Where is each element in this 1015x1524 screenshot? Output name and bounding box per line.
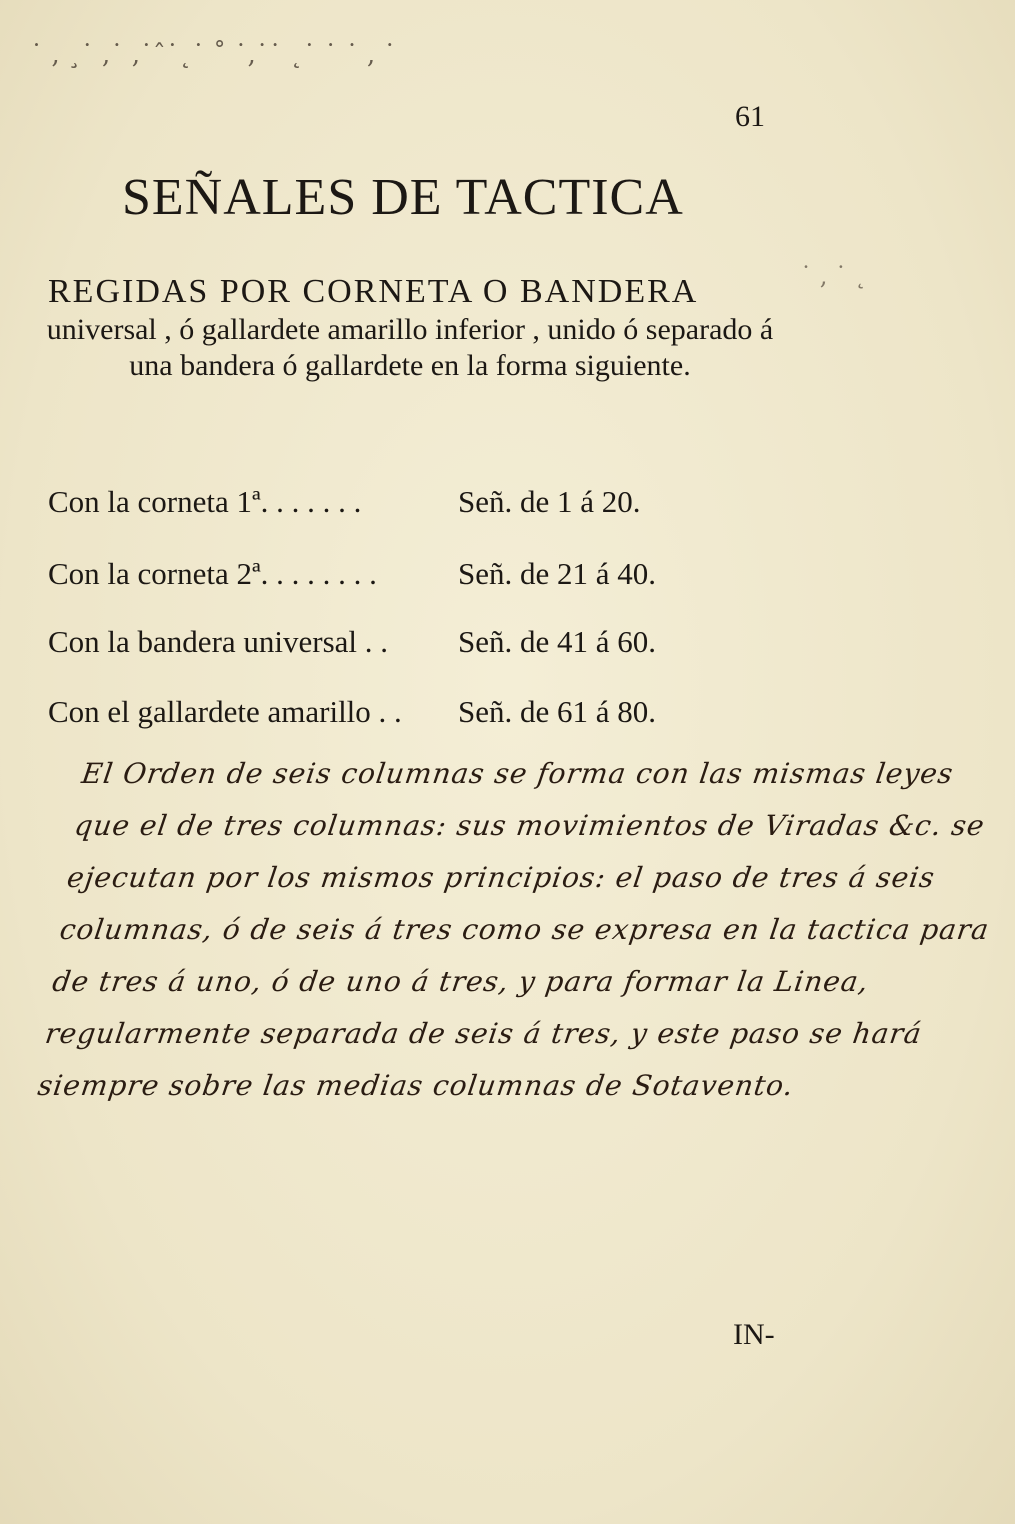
signal-range: Señ. de 1 á 20. xyxy=(458,484,641,519)
subtitle-body: universal , ó gallardete amarillo inferior , unido ó separado á una bandera ó gallardete en la forma siguiente. xyxy=(46,313,774,382)
signal-instrument: Con el gallardete amarillo . . xyxy=(48,694,402,729)
signal-instrument: Con la corneta 2ª. . . . . . . . xyxy=(48,556,377,591)
signal-range: Señ. de 61 á 80. xyxy=(458,694,657,729)
page-number: 61 xyxy=(735,100,765,133)
signal-row xyxy=(48,484,641,520)
handwritten-annotation: El Orden de seis columnas se forma con las mismas leyes que el de tres columnas: sus movimientos de Viradas &c. se ejecutan por los mismos principios: el paso de tres á seis columnas, ó de seis á tres como se expresa en la tactica para de tres á uno, ó de uno á tres, y para formar la Linea, regularmente separada de seis á tres, y este paso se hará siempre sobre las medias columnas de Sotavento. xyxy=(35,757,992,1102)
signal-range: Señ. de 41 á 60. xyxy=(458,624,657,659)
page-title: SEÑALES DE TACTICA xyxy=(122,169,684,226)
ink-smudge-top: ˙ ‚ ¸˙ ,˙ ‚˙ˆ˙˛˙ ˚ ˙‚˙˙ ˛˙ ˙ ˙ ‚ ˙ xyxy=(30,40,397,70)
catchword: IN- xyxy=(733,1318,775,1351)
signal-row xyxy=(48,624,657,660)
subtitle-heading: REGIDAS POR CORNETA O BANDERA xyxy=(48,273,699,310)
signal-instrument: Con la bandera universal . . xyxy=(48,624,389,659)
signal-row xyxy=(48,556,657,592)
signal-row xyxy=(48,694,657,730)
signal-range: Señ. de 21 á 40. xyxy=(458,556,657,591)
ink-smudge-right: ˙ ‚ ˙ ˛ xyxy=(800,262,867,290)
signal-instrument: Con la corneta 1ª. . . . . . . xyxy=(48,484,362,519)
